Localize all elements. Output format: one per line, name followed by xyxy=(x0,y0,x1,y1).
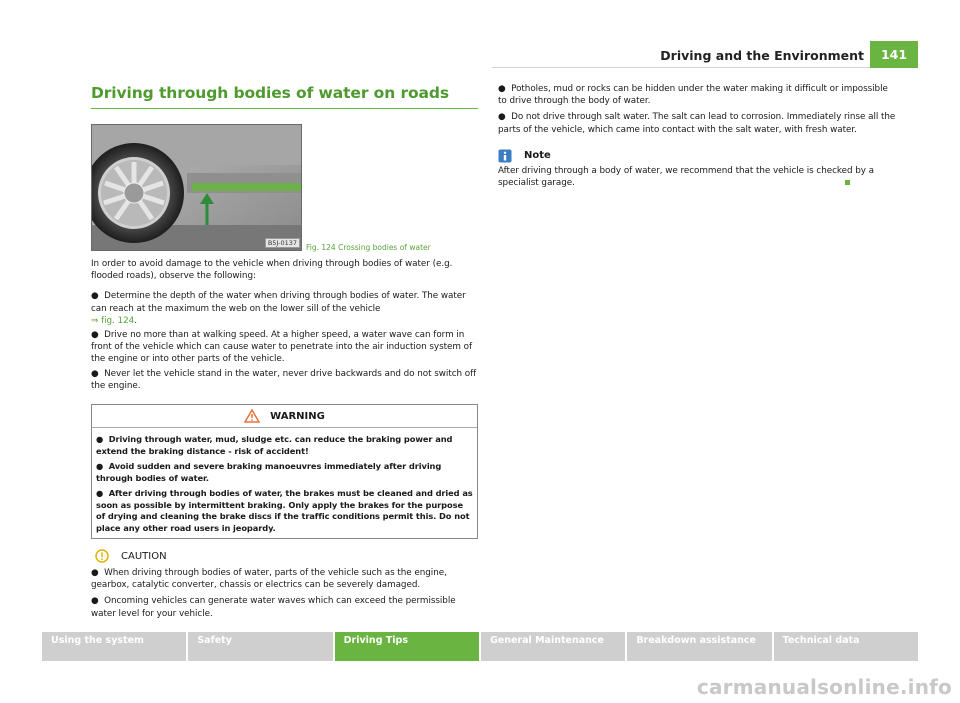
chapter-title: Driving and the Environment xyxy=(660,48,864,63)
list-item: ● Potholes, mud or rocks can be hidden under the water making it difficult or impossible to drive through the body of water. xyxy=(498,84,888,107)
header-rule xyxy=(492,67,870,68)
list-item: ● Drive no more than at walking speed. At a higher speed, a water wave can form in front of the vehicle which can cause water to penetrate into the air induction system of the engine or into other parts of the vehicle. xyxy=(91,330,473,365)
caution-title: CAUTION xyxy=(121,550,167,562)
list-item: ● Avoid sudden and severe braking manoeuvres immediately after driving through bodies of water. xyxy=(96,461,442,483)
tab-technical-data[interactable]: Technical data xyxy=(774,632,918,661)
warning-triangle-icon xyxy=(244,409,260,423)
note-title: Note xyxy=(524,150,551,162)
warning-title: WARNING xyxy=(270,410,325,422)
section-title: Driving through bodies of water on roads xyxy=(91,84,478,109)
figure-link[interactable]: ⇒ fig. 124 xyxy=(91,315,135,326)
note-header xyxy=(498,149,898,163)
caution-header xyxy=(91,549,478,563)
note-text: After driving through a body of water, we recommend that the vehicle is checked by a specialist garage. xyxy=(498,165,875,189)
warning-box xyxy=(91,404,478,539)
chapter-tabs xyxy=(42,632,918,661)
list-item: ● When driving through bodies of water, parts of the vehicle such as the engine, gearbox, catalytic converter, chassis or electrics can be severely damaged. xyxy=(91,568,447,591)
page-number: 141 xyxy=(870,41,918,68)
tab-general-maintenance[interactable]: General Maintenance xyxy=(481,632,625,661)
list-item: ● Driving through water, mud, sludge etc. can reduce the braking power and extend the braking distance - risk of accident! xyxy=(96,434,453,456)
tab-using-the-system[interactable]: Using the system xyxy=(42,632,186,661)
tab-safety[interactable]: Safety xyxy=(188,632,332,661)
list-item: ● Determine the depth of the water when driving through bodies of water. The water can reach at the maximum the web on the lower sill of the vehicle ⇒ fig. 124. xyxy=(91,291,466,326)
list-item: ● After driving through bodies of water, the brakes must be cleaned and dried as soon as possible by intermittent braking. Only apply the brakes for the purpose of drying and cleaning the brake discs if the traffic conditions permit this. Do not place any other road users in jeopardy. xyxy=(96,488,473,533)
caution-exclamation-icon xyxy=(95,549,109,563)
watermark: carmanualsonline.info xyxy=(696,675,952,699)
list-item: ● Oncoming vehicles can generate water waves which can exceed the permissible water level for your vehicle. xyxy=(91,596,456,619)
tab-driving-tips[interactable]: Driving Tips xyxy=(335,632,479,661)
warning-header xyxy=(92,405,477,428)
info-icon xyxy=(498,149,512,163)
car-wheel-illustration xyxy=(92,125,301,250)
figure-image-car-wheel xyxy=(91,124,302,251)
left-column xyxy=(91,84,478,620)
list-item: ● Never let the vehicle stand in the water, never drive backwards and do not switch off the engine. xyxy=(91,368,477,391)
list-item: ● Do not drive through salt water. The salt can lead to corrosion. Immediately rinse all the parts of the vehicle, which came into contact with the salt water, with fresh water. xyxy=(498,112,896,135)
figure xyxy=(91,124,478,252)
section-end-marker xyxy=(845,180,850,185)
figure-caption: Fig. 124 Crossing bodies of water xyxy=(306,243,431,252)
figure-code: B5J-0137 xyxy=(265,238,300,248)
tab-breakdown-assistance[interactable]: Breakdown assistance xyxy=(627,632,771,661)
right-column xyxy=(498,83,898,189)
intro-paragraph: In order to avoid damage to the vehicle when driving through bodies of water (e.g. flooded roads), observe the following: xyxy=(91,259,453,282)
